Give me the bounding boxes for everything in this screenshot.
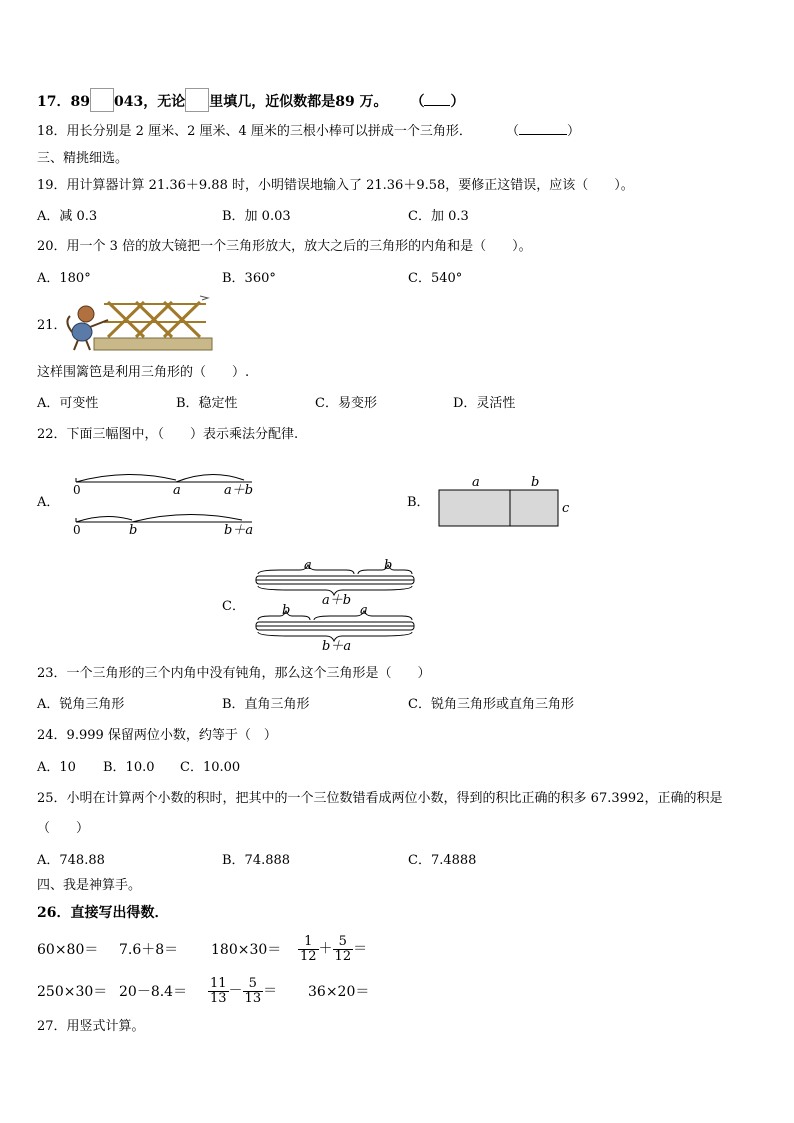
calc-item: 180×30＝ xyxy=(211,942,282,958)
answer-box[interactable] xyxy=(185,88,209,112)
figure-c-segments xyxy=(250,556,420,652)
question-text: 用一个 3 倍的放大镜把一个三角形放大，放大之后的三角形的内角和是（ ）。 xyxy=(66,239,532,254)
calc-item: 20－8.4＝ xyxy=(119,984,188,1000)
label-b-plus-a: b＋a xyxy=(224,523,254,538)
option-a[interactable]: A．748.88 xyxy=(37,853,105,868)
fraction: $\frac{5}{12}$ xyxy=(334,933,352,964)
question-text: 用计算器计算 21.36＋9.88 时，小明错误地输入了 21.36＋9.58，要修正这错误，应该（ ）。 xyxy=(66,178,634,193)
answer-box[interactable] xyxy=(90,88,114,112)
paren-open: （ xyxy=(410,94,425,110)
question-text: 小明在计算两个小数的积时，把其中的一个三位数错看成两位小数，得到的积比正确的积多 67.3992，正确的积是 xyxy=(66,791,723,806)
calc-item: 36×20＝ xyxy=(308,984,370,1000)
option-b[interactable]: B．10.0 xyxy=(103,760,155,775)
paren-close: ） xyxy=(450,94,465,110)
fraction: $\frac{1}{12}$ xyxy=(300,933,317,964)
question-number: 21． xyxy=(37,318,67,333)
question-number: 20． xyxy=(37,239,67,254)
section-title: 四、我是神算手。 xyxy=(37,878,142,893)
option-a[interactable]: A．锐角三角形 xyxy=(37,697,125,712)
question-number: 18． xyxy=(37,124,67,139)
label-b: b xyxy=(384,558,393,573)
label-a: a xyxy=(360,603,368,618)
question-text: 这样围篱笆是利用三角形的（ ）. xyxy=(37,365,250,380)
question-19 xyxy=(37,177,634,195)
question-20 xyxy=(37,238,532,256)
question-25 xyxy=(37,790,722,808)
option-b[interactable]: B．稳定性 xyxy=(176,396,238,411)
label-a: a xyxy=(472,475,480,490)
question-text: 用竖式计算。 xyxy=(66,1019,145,1034)
question-number: 25． xyxy=(37,791,67,806)
question-18 xyxy=(37,123,580,141)
paren-close: ） xyxy=(567,124,581,139)
option-c[interactable]: C． xyxy=(222,599,245,614)
equals: ＝ xyxy=(353,941,368,957)
label-a: a xyxy=(173,483,181,498)
option-c[interactable]: C．540° xyxy=(408,271,463,286)
calc-fraction-item xyxy=(298,931,367,967)
calc-fraction-item xyxy=(208,973,277,1009)
option-b[interactable]: B．直角三角形 xyxy=(222,697,310,712)
option-b[interactable]: B．74.888 xyxy=(222,853,291,868)
question-22 xyxy=(37,426,298,444)
calc-item: 250×30＝ xyxy=(37,984,108,1000)
paren-open: （ xyxy=(506,124,520,139)
section-title: 三、精挑细选。 xyxy=(37,151,129,166)
question-26 xyxy=(37,904,168,922)
question-number: 19． xyxy=(37,178,67,193)
option-b[interactable]: B．加 0.03 xyxy=(222,209,291,224)
label-a-plus-b: a＋b xyxy=(224,483,254,498)
question-number: 22． xyxy=(37,427,67,442)
question-number: 17． xyxy=(37,94,71,110)
option-d[interactable]: D．灵活性 xyxy=(453,396,516,411)
option-b[interactable]: B． xyxy=(407,495,430,510)
option-a[interactable]: A．180° xyxy=(37,271,91,286)
question-text: 一个三角形的三个内角中没有钝角，那么这个三角形是（ ） xyxy=(66,666,431,681)
calc-item: 7.6＋8＝ xyxy=(119,942,179,958)
option-c[interactable]: C．7.4888 xyxy=(408,853,477,868)
figure-a-number-lines xyxy=(66,462,266,538)
equals: ＝ xyxy=(263,983,278,999)
q17-part2: 043，无论 xyxy=(113,94,186,110)
answer-blank[interactable] xyxy=(424,105,450,106)
label-c: c xyxy=(562,501,570,516)
fraction: $\frac{5}{13}$ xyxy=(244,975,262,1006)
answer-blank[interactable] xyxy=(519,134,567,135)
question-number: 23． xyxy=(37,666,67,681)
question-27 xyxy=(37,1018,145,1036)
option-c[interactable]: C．锐角三角形或直角三角形 xyxy=(408,697,574,712)
question-24 xyxy=(37,727,277,745)
label-a-plus-b: a＋b xyxy=(322,593,352,608)
question-21 xyxy=(37,364,249,382)
question-number: 27． xyxy=(37,1019,67,1034)
question-text: 9.999 保留两位小数，约等于（ ） xyxy=(66,728,277,743)
option-b[interactable]: B．360° xyxy=(222,271,276,286)
label-zero: 0 xyxy=(73,483,81,497)
question-17 xyxy=(37,88,464,112)
answer-paren[interactable]: （ ） xyxy=(37,821,90,836)
fence-illustration xyxy=(64,292,214,354)
label-b-plus-a: b＋a xyxy=(322,639,352,652)
question-text: 用长分别是 2 厘米、2 厘米、4 厘米的三根小棒可以拼成一个三角形． xyxy=(66,124,472,139)
question-number: 24． xyxy=(37,728,67,743)
option-c[interactable]: C．加 0.3 xyxy=(408,209,469,224)
calc-item: 60×80＝ xyxy=(37,942,99,958)
figure-b-rectangle xyxy=(434,472,574,532)
label-b: b xyxy=(282,603,291,618)
option-a[interactable]: A． xyxy=(37,495,60,510)
option-c[interactable]: C．易变形 xyxy=(315,396,377,411)
q17-part1: 89 xyxy=(70,94,90,110)
question-text: 下面三幅图中，（ ）表示乘法分配律. xyxy=(66,427,299,442)
label-b: b xyxy=(531,475,540,490)
question-23 xyxy=(37,665,431,683)
question-text: 直接写出得数． xyxy=(70,905,169,921)
operator: ＋ xyxy=(318,941,333,957)
operator: － xyxy=(228,983,243,999)
option-a[interactable]: A．10 xyxy=(37,760,76,775)
label-zero: 0 xyxy=(73,523,81,537)
label-b: b xyxy=(129,523,138,538)
option-a[interactable]: A．减 0.3 xyxy=(37,209,98,224)
option-a[interactable]: A．可变性 xyxy=(37,396,99,411)
label-a: a xyxy=(304,558,312,573)
option-c[interactable]: C．10.00 xyxy=(180,760,241,775)
question-number: 26． xyxy=(37,905,71,921)
fraction: $\frac{11}{13}$ xyxy=(210,975,227,1006)
q17-part3: 里填几，近似数都是89 万。 xyxy=(209,94,388,110)
